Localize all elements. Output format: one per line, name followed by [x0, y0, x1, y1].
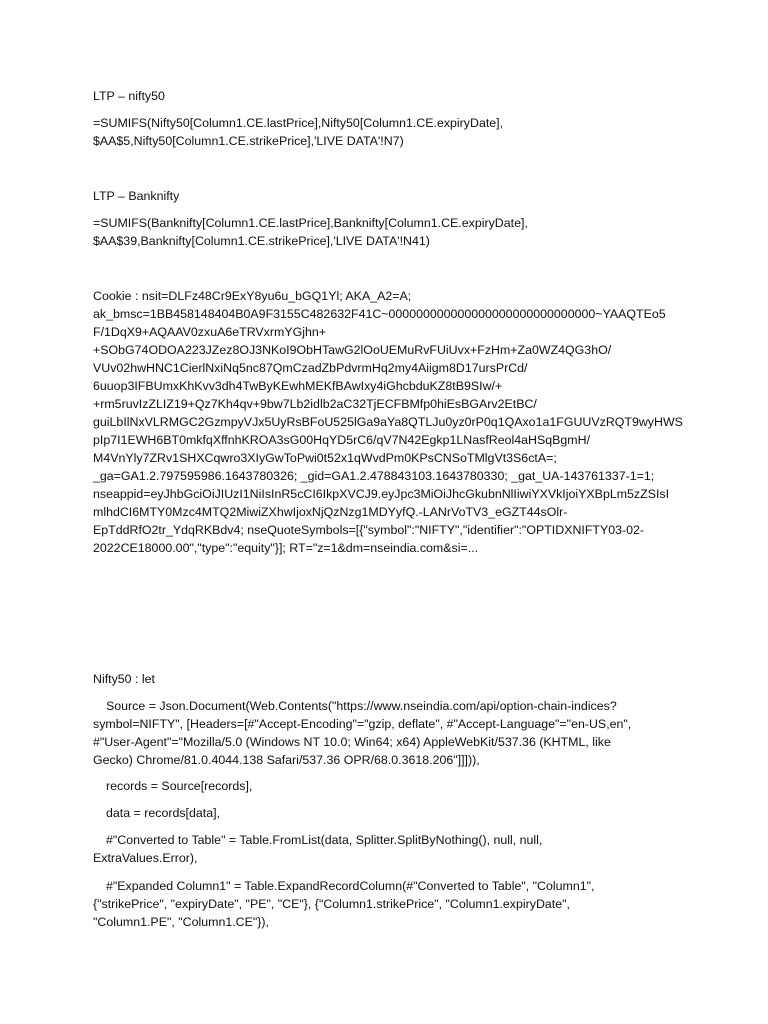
formula-line: =SUMIFS(Nifty50[Column1.CE.lastPrice],Nifty50[Column1.CE.expiryDate], [93, 116, 504, 130]
ltp-nifty-heading-text: LTP – nifty50 [93, 89, 165, 103]
formula-line: $AA$5,Nifty50[Column1.CE.strikePrice],'LIVE DATA'!N7) [93, 134, 404, 148]
data-line: data = records[data], [106, 806, 220, 820]
expanded-line: "Column1.PE", "Column1.CE"}), [93, 915, 269, 929]
source-line: #"User-Agent"="Mozilla/5.0 (Windows NT 10.0; Win64; x64) AppleWebKit/537.36 (KHTML, like [93, 735, 611, 749]
cookie-line: mlhdCI6MTY0Mzc4MTQ2MiwiZXhwIjoxNjQzNzg1MDYyfQ.-LANrVoTV3_eGZT44sOlr- [93, 505, 568, 519]
data-block [93, 804, 706, 822]
ltp-nifty-formula [93, 114, 693, 150]
converted-block [93, 831, 706, 867]
source-line: Gecko) Chrome/81.0.4044.138 Safari/537.36 OPR/68.0.3618.206"]]])), [93, 753, 480, 767]
formula-line: $AA$39,Banknifty[Column1.CE.strikePrice],'LIVE DATA'!N41) [93, 234, 430, 248]
ltp-nifty-heading [93, 87, 693, 105]
expanded-line: #"Expanded Column1" = Table.ExpandRecordColumn(#"Converted to Table", "Column1", [106, 879, 595, 893]
nifty-let-heading-text: Nifty50 : let [93, 672, 155, 686]
converted-line: #"Converted to Table" = Table.FromList(data, Splitter.SplitByNothing(), null, null, [106, 833, 543, 847]
converted-line: ExtraValues.Error), [93, 851, 198, 865]
expanded-line: {"strikePrice", "expiryDate", "PE", "CE"}, {"Column1.strikePrice", "Column1.expiryDate", [93, 897, 570, 911]
source-line: symbol=NIFTY", [Headers=[#"Accept-Encoding"="gzip, deflate", #"Accept-Language"="en-US,en", [93, 717, 632, 731]
cookie-line: nseappid=eyJhbGciOiJIUzI1NiIsInR5cCI6IkpXVCJ9.eyJpc3MiOiJhcGkubnNlIiwiYXVkIjoiYXBpLm5zZSIsI [93, 487, 670, 501]
formula-line: =SUMIFS(Banknifty[Column1.CE.lastPrice],Banknifty[Column1.CE.expiryDate], [93, 216, 528, 230]
expanded-block [93, 877, 706, 931]
cookie-line: ak_bmsc=1BB458148404B0A9F3155C482632F41C~000000000000000000000000000000~YAAQTEo5 [93, 307, 666, 321]
cookie-line: 2022CE18000.00","type":"equity"}]; RT="z=1&dm=nseindia.com&si=... [93, 541, 479, 555]
source-block [93, 697, 706, 769]
cookie-line: _ga=GA1.2.797595986.1643780326; _gid=GA1.2.478843103.1643780330; _gat_UA-143761337-1=1; [93, 469, 655, 483]
cookie-line: guiLbIlNxVLRMGC2GzmpyVJx5UyRsBFoU525lGa9aYa8QTLJu0yz0rP0q1QAxo1a1FGUUVzRQT9wyHWS [93, 415, 683, 429]
source-line: Source = Json.Document(Web.Contents("https://www.nseindia.com/api/option-chain-indices? [106, 699, 617, 713]
ltp-banknifty-heading-text: LTP – Banknifty [93, 189, 180, 203]
cookie-block [93, 287, 693, 557]
cookie-line: EpTddRfO2tr_YdqRKBdv4; nseQuoteSymbols=[{"symbol":"NIFTY","identifier":"OPTIDXNIFTY03-02- [93, 523, 645, 537]
cookie-line: +SObG74ODOA223JZez8OJ3NKoI9ObHTawG2lOoUEMuRvFUiUvx+FzHm+Za0WZ4QG3hO/ [93, 343, 612, 357]
ltp-banknifty-formula [93, 214, 693, 250]
cookie-line: Cookie : nsit=DLFz48Cr9ExY8yu6u_bGQ1Yl; AKA_A2=A; [93, 289, 412, 303]
cookie-line: 6uuop3IFBUmxKhKvv3dh4TwByKEwhMEKfBAwIxy4iGhcbduKZ8tB9SIw/+ [93, 379, 503, 393]
cookie-line: M4VnYly7ZRv1SHXCqwro3XIyGwToPwi0t52x1qWvdPm0KPsCNSoTMlgVt3S6ctA=; [93, 451, 557, 465]
cookie-line: VUv02hwHNC1CierlNxiNq5nc87QmCzadZbPdvrmHq2my4Aiigm8D17ursPrCd/ [93, 361, 528, 375]
records-block [93, 777, 706, 795]
nifty-let-heading [93, 670, 693, 688]
cookie-line: F/1DqX9+AQAAV0zxuA6eTRVxrmYGjhn+ [93, 325, 327, 339]
ltp-banknifty-heading [93, 187, 693, 205]
cookie-line: +rm5ruvIzZLIZ19+Qz7Kh4qv+9bw7Lb2idlb2aC32TjECFBMfp0hiEsBGArv2EtBC/ [93, 397, 537, 411]
cookie-line: pIp7I1EWH6BT0mkfqXffnhKROA3sG00HqYD5rC6/qV7N42Egkp1LNasfReol4aHSqBgmH/ [93, 433, 591, 447]
records-line: records = Source[records], [106, 779, 253, 793]
